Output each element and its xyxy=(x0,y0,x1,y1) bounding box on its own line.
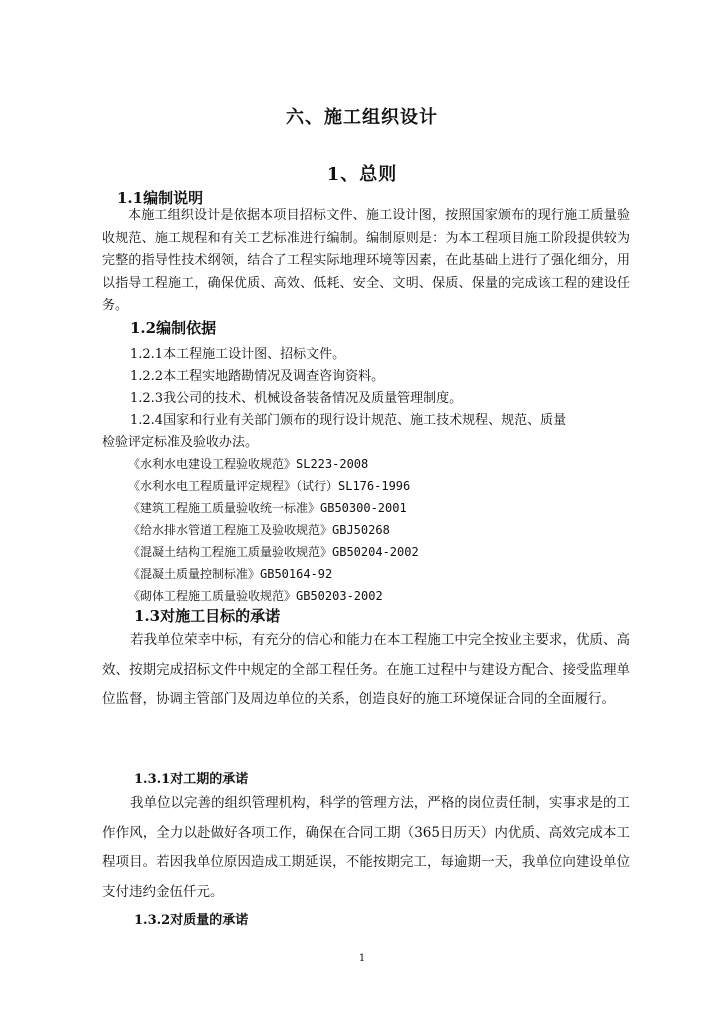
chapter-heading: 1、总则 xyxy=(326,164,398,185)
document-title: 六、施工组织设计 xyxy=(286,107,438,128)
page-number: 1 xyxy=(358,953,366,964)
standard-item: 《混凝土结构工程施工质量验收规范》GB50204-2002 xyxy=(128,545,419,559)
section-heading-1-2: 1.2编制依据 xyxy=(130,319,217,337)
standard-item: 《建筑工程施工质量验收统一标准》GB50300-2001 xyxy=(128,501,407,515)
section-heading-1-1: 1.1编制说明 xyxy=(117,189,204,207)
section-heading-1-3-1: 1.3.1对工期的承诺 xyxy=(134,772,249,787)
list-item-continuation: 检验评定标准及验收办法。 xyxy=(102,435,259,450)
list-item: 1.2.1本工程施工设计图、招标文件。 xyxy=(130,347,346,362)
section-1-1-paragraph: 本施工组织设计是依据本项目招标文件、施工设计图，按照国家颁布的现行施工质量验收规范、施工规程和有关工艺标准进行编制。编制原则是：为本工程项目施工阶段提供较为完整的指导性技术纲领，结合了工程实际地理环境等因素，在此基础上进行了强化细分，用以指导工程施工，确保优质、高效、低耗、安全、文明、保质、保量的完成该工程的建设任务。 xyxy=(102,208,630,313)
section-heading-1-3: 1.3对施工目标的承诺 xyxy=(134,607,281,625)
list-item: 1.2.2本工程实地踏勘情况及调查咨询资料。 xyxy=(130,369,385,384)
section-1-3-paragraph: 若我单位荣幸中标，有充分的信心和能力在本工程施工中完全按业主要求，优质、高效、按期完成招标文件中规定的全部工程任务。在施工过程中与建设方配合、接受监理单位监督，协调主管部门及周边单位的关系，创造良好的施工环境保证合同的全面履行。 xyxy=(102,632,630,707)
section-heading-1-3-2: 1.3.2对质量的承诺 xyxy=(134,913,249,928)
standard-item: 《砌体工程施工质量验收规范》GB50203-2002 xyxy=(128,589,383,603)
standard-item: 《水利水电建设工程验收规范》SL223-2008 xyxy=(128,457,369,471)
standard-item: 《混凝土质量控制标准》GB50164-92 xyxy=(128,567,333,581)
standard-item: 《给水排水管道工程施工及验收规范》GBJ50268 xyxy=(128,523,390,537)
section-1-3-1-paragraph: 我单位以完善的组织管理机构，科学的管理方法，严格的岗位责任制，实事求是的工作作风，全力以赴做好各项工作，确保在合同工期（365日历天）内优质、高效完成本工程项目。若因我单位原因造成工期延误，不能按期完工，每逾期一天，我单位向建设单位支付违约金伍仟元。 xyxy=(102,795,630,900)
standard-item: 《水利水电工程质量评定规程》（试行）SL176-1996 xyxy=(128,479,411,493)
list-item: 1.2.4国家和行业有关部门颁布的现行设计规范、施工技术规程、规范、质量 xyxy=(130,413,567,428)
list-item: 1.2.3我公司的技术、机械设备装备情况及质量管理制度。 xyxy=(130,391,463,406)
